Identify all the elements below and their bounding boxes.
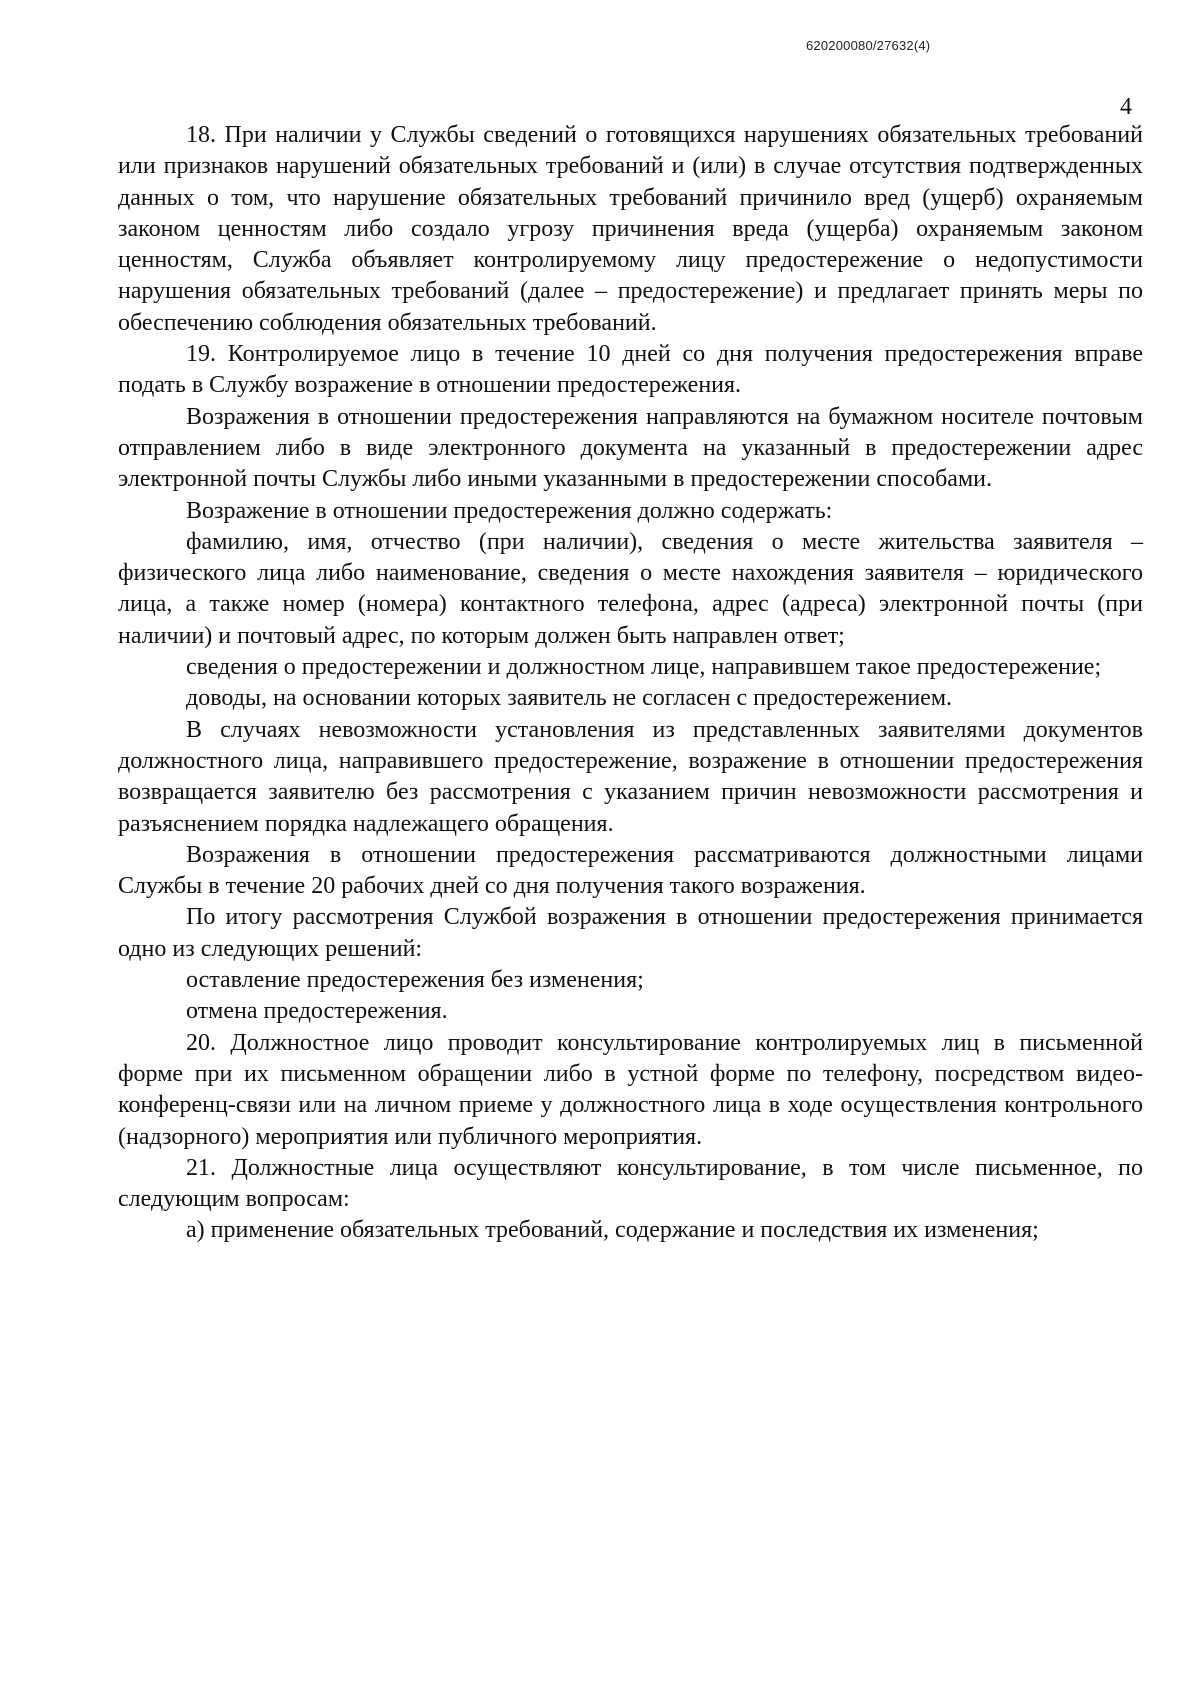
paragraph-18: 18. При наличии у Службы сведений о готовящихся нарушениях обязательных требований или признаков нарушений обязательных требований и (или) в случае отсутствия подтвержденных данных о том, что нарушение обязательных требований причинило вред (ущерб) охраняемым законом ценностям либо создало угрозу причинения вреда (ущерба) охраняемым законом ценностям, Служба объявляет контролируемому лицу предостережение о недопустимости нарушения обязательных требований (далее – предостережение) и предлагает принять меры по обеспечению соблюдения обязательных требований. — [118, 122, 1143, 336]
document-registration-number: 620200080/27632(4) — [806, 38, 931, 53]
page-number: 4 — [1120, 94, 1132, 120]
document-body — [118, 120, 1143, 1247]
list-item-cancel-warning: отмена предостережения. — [186, 998, 448, 1025]
paragraph-20: 20. Должностное лицо проводит консультирование контролируемых лиц в письменной форме при их письменном обращении либо в устной форме по телефону, посредством видео-конференц-связи или на личном приеме у должностного лица в ходе осуществления контрольного (надзорного) мероприятия или публичного мероприятия. — [118, 1029, 1143, 1150]
list-item-applicant-details: фамилию, имя, отчество (при наличии), сведения о месте жительства заявителя – физического лица либо наименование, сведения о месте нахождения заявителя – юридического лица, а также номер (номера) контактного телефона, адрес (адреса) электронной почты (при наличии) и почтовый адрес, по которым должен быть направлен ответ; — [118, 528, 1143, 649]
paragraph-21: 21. Должностные лица осуществляют консультирование, в том числе письменное, по следующим вопросам: — [118, 1154, 1143, 1213]
list-item-21-a: а) применение обязательных требований, содержание и последствия их изменения; — [186, 1217, 1039, 1244]
list-item-keep-warning: оставление предостережения без изменения; — [186, 967, 644, 994]
list-item-arguments: доводы, на основании которых заявитель не согласен с предостережением. — [186, 685, 953, 712]
paragraph-objection-contents-intro: Возражение в отношении предостережения должно содержать: — [186, 497, 833, 524]
paragraph-objection-review-term: Возражения в отношении предостережения рассматриваются должностными лицами Службы в течение 20 рабочих дней со дня получения такого возражения. — [118, 841, 1143, 900]
paragraph-review-decisions-intro: По итогу рассмотрения Службой возражения в отношении предостережения принимается одно из следующих решений: — [118, 904, 1143, 962]
list-item-warning-details: сведения о предостережении и должностном лице, направившем такое предостережение; — [186, 654, 1102, 681]
paragraph-objection-delivery: Возражения в отношении предостережения направляются на бумажном носителе почтовым отправлением либо в виде электронного документа на указанный в предостережении адрес электронной почты Службы либо иными указанными в предостережении способами. — [118, 403, 1143, 493]
paragraph-19: 19. Контролируемое лицо в течение 10 дней со дня получения предостережения вправе подать в Службу возражение в отношении предостережения. — [118, 341, 1143, 399]
paragraph-objection-return: В случаях невозможности установления из представленных заявителями документов должностного лица, направившего предостережение, возражение в отношении предостережения возвращается заявителю без рассмотрения с указанием причин невозможности рассмотрения и разъяснением порядка надлежащего обращения. — [118, 716, 1143, 837]
